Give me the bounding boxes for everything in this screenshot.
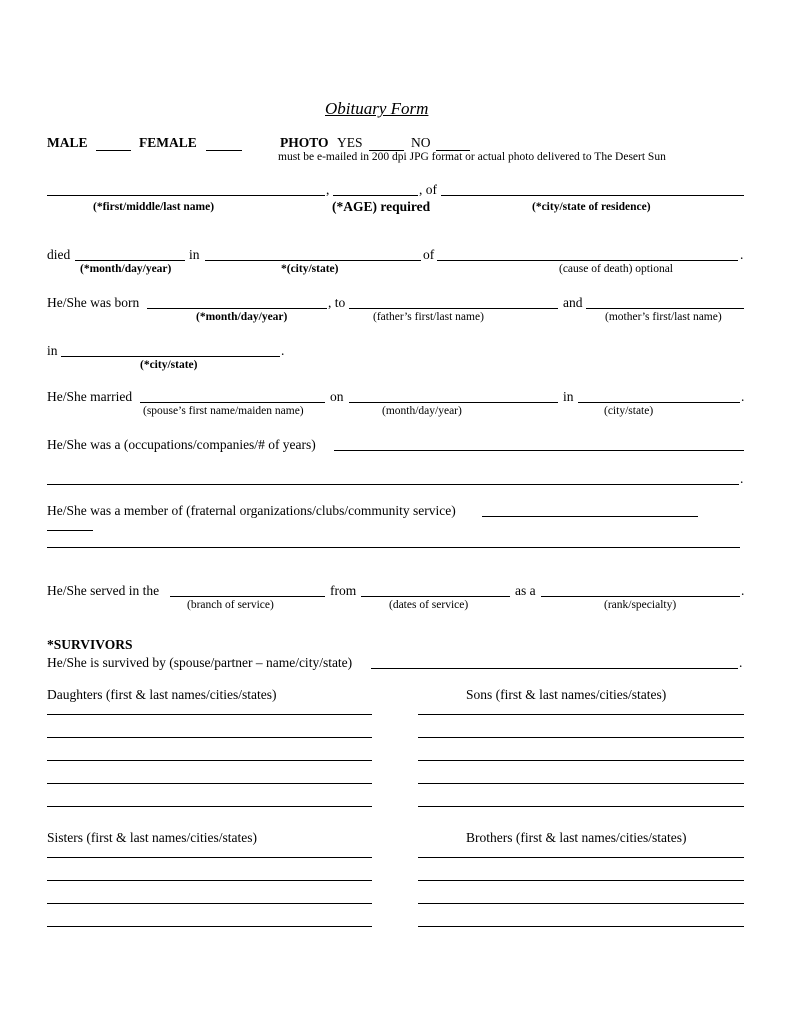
daughters-field[interactable] — [47, 722, 372, 737]
spouse-hint: (spouse’s first name/maiden name) — [143, 405, 304, 417]
female-blank-line — [206, 150, 242, 151]
brothers-field[interactable] — [418, 911, 744, 926]
father-name-field[interactable] — [349, 293, 558, 308]
died-date-line — [75, 260, 185, 261]
female-label: FEMALE — [139, 135, 197, 150]
occupation-label: He/She was a (occupations/companies/# of years) — [47, 437, 316, 452]
full-name-field[interactable] — [47, 180, 325, 195]
age-hint: (*AGE) required — [332, 199, 431, 214]
mother-line — [586, 308, 744, 309]
rank-hint: (rank/specialty) — [604, 599, 677, 611]
occupation-field-1[interactable] — [334, 435, 744, 450]
daughters-line — [47, 737, 372, 738]
sons-line — [418, 783, 744, 784]
daughters-field[interactable] — [47, 745, 372, 760]
sisters-line — [47, 880, 372, 881]
death-cause-line — [437, 260, 738, 261]
mother-hint: (mother’s first/last name) — [605, 311, 722, 323]
brothers-line — [418, 926, 744, 927]
sisters-field[interactable] — [47, 865, 372, 880]
brothers-field[interactable] — [418, 888, 744, 903]
photo-note: must be e-mailed in 200 dpi JPG format or actual photo delivered to The Desert Sun — [278, 151, 666, 163]
death-cause-field[interactable] — [437, 245, 738, 260]
male-label: MALE — [47, 135, 88, 150]
death-place-field[interactable] — [205, 245, 421, 260]
photo-yes-field[interactable] — [369, 135, 404, 150]
sons-field[interactable] — [418, 768, 744, 783]
marriage-place-line — [578, 402, 740, 403]
sisters-field[interactable] — [47, 888, 372, 903]
survived-by-label: He/She is survived by (spouse/partner – name/city/state) — [47, 655, 353, 670]
sons-line — [418, 760, 744, 761]
marriage-place-field[interactable] — [578, 387, 740, 402]
sons-line — [418, 806, 744, 807]
brothers-field[interactable] — [418, 842, 744, 857]
daughters-field[interactable] — [47, 699, 372, 714]
sons-line — [418, 737, 744, 738]
served-as-label: as a — [515, 583, 536, 598]
married-end-period: . — [741, 389, 745, 404]
married-on-label: on — [330, 389, 344, 404]
residence-hint: (*city/state of residence) — [532, 201, 651, 213]
sons-label: Sons (first & last names/cities/states) — [466, 687, 667, 702]
member-line-2 — [47, 530, 93, 531]
marriage-date-field[interactable] — [349, 387, 558, 402]
daughters-field[interactable] — [47, 768, 372, 783]
daughters-line — [47, 783, 372, 784]
age-line — [333, 195, 418, 196]
occupation-line-1 — [334, 450, 744, 451]
mother-name-field[interactable] — [586, 293, 744, 308]
member-line-3b — [93, 547, 740, 548]
died-date-hint: (*month/day/year) — [80, 263, 172, 275]
male-blank-line — [96, 150, 131, 151]
rank-line — [541, 596, 740, 597]
survived-by-end-period: . — [739, 655, 743, 670]
branch-hint: (branch of service) — [187, 599, 274, 611]
name-hint: (*first/middle/last name) — [93, 201, 215, 213]
spouse-line — [140, 402, 325, 403]
brothers-field[interactable] — [418, 865, 744, 880]
spouse-name-field[interactable] — [140, 387, 325, 402]
died-place-hint: *(city/state) — [281, 263, 339, 275]
photo-yes-label: YES — [337, 135, 363, 150]
sons-line — [418, 714, 744, 715]
daughters-line — [47, 806, 372, 807]
age-field[interactable] — [333, 180, 418, 195]
born-to-label: , to — [328, 295, 346, 310]
sisters-field[interactable] — [47, 911, 372, 926]
birthplace-hint: (*city/state) — [140, 359, 198, 371]
member-line-1 — [482, 516, 698, 517]
male-field[interactable] — [96, 135, 131, 150]
served-label: He/She served in the — [47, 583, 160, 598]
member-line-3 — [47, 547, 93, 548]
married-label: He/She married — [47, 389, 133, 404]
service-dates-field[interactable] — [361, 581, 510, 596]
occupation-field-2[interactable] — [47, 469, 739, 484]
sisters-line — [47, 926, 372, 927]
sisters-line — [47, 903, 372, 904]
served-from-label: from — [330, 583, 357, 598]
residence-line — [441, 195, 744, 196]
sisters-label: Sisters (first & last names/cities/states) — [47, 830, 257, 845]
died-label: died — [47, 247, 71, 262]
born-date-line — [147, 308, 327, 309]
birth-date-field[interactable] — [147, 293, 327, 308]
died-place-line — [205, 260, 421, 261]
born-label: He/She was born — [47, 295, 140, 310]
name-line — [47, 195, 325, 196]
sons-field[interactable] — [418, 745, 744, 760]
service-rank-field[interactable] — [541, 581, 740, 596]
residence-field[interactable] — [441, 180, 744, 195]
brothers-line — [418, 903, 744, 904]
sons-field[interactable] — [418, 699, 744, 714]
sons-field[interactable] — [418, 722, 744, 737]
married-in-label: in — [563, 389, 574, 404]
daughters-line — [47, 714, 372, 715]
birthplace-end-period: . — [281, 343, 285, 358]
branch-line — [170, 596, 325, 597]
photo-no-field[interactable] — [436, 135, 470, 150]
occupation-end-period: . — [740, 471, 744, 486]
survived-by-field[interactable] — [371, 653, 738, 668]
died-in-label: in — [189, 247, 200, 262]
marriage-place-hint: (city/state) — [604, 405, 654, 417]
name-of: , of — [419, 182, 437, 197]
service-branch-field[interactable] — [170, 581, 325, 596]
member-field-3[interactable] — [47, 532, 740, 547]
female-field[interactable] — [206, 135, 242, 150]
brothers-line — [418, 857, 744, 858]
photo-label: PHOTO — [280, 135, 329, 150]
died-end-period: . — [740, 247, 744, 262]
member-field-2[interactable] — [47, 515, 93, 530]
brothers-line — [418, 880, 744, 881]
daughters-field[interactable] — [47, 791, 372, 806]
name-comma: , — [326, 182, 330, 197]
birthplace-line — [61, 356, 280, 357]
born-and-label: and — [563, 295, 583, 310]
sisters-line — [47, 857, 372, 858]
page-title: Obituary Form — [325, 99, 429, 118]
daughters-label: Daughters (first & last names/cities/states) — [47, 687, 277, 702]
member-field-1[interactable] — [482, 501, 698, 516]
service-dates-hint: (dates of service) — [389, 599, 469, 611]
sons-field[interactable] — [418, 791, 744, 806]
survivors-heading: *SURVIVORS — [47, 637, 133, 652]
death-cause-hint: (cause of death) optional — [559, 263, 673, 275]
member-label: He/She was a member of (fraternal organizations/clubs/community service) — [47, 503, 456, 518]
born-date-hint: (*month/day/year) — [196, 311, 288, 323]
served-end-period: . — [741, 583, 745, 598]
father-line — [349, 308, 558, 309]
sisters-field[interactable] — [47, 842, 372, 857]
birthplace-in-label: in — [47, 343, 58, 358]
death-date-field[interactable] — [75, 245, 185, 260]
birthplace-field[interactable] — [61, 341, 280, 356]
daughters-line — [47, 760, 372, 761]
occupation-line-2 — [47, 484, 739, 485]
survived-by-line — [371, 668, 738, 669]
photo-no-label: NO — [411, 135, 431, 150]
marriage-date-line — [349, 402, 558, 403]
father-hint: (father’s first/last name) — [373, 311, 484, 323]
marriage-date-hint: (month/day/year) — [382, 405, 462, 417]
service-dates-line — [361, 596, 510, 597]
died-of-label: of — [423, 247, 435, 262]
brothers-label: Brothers (first & last names/cities/states) — [466, 830, 687, 845]
